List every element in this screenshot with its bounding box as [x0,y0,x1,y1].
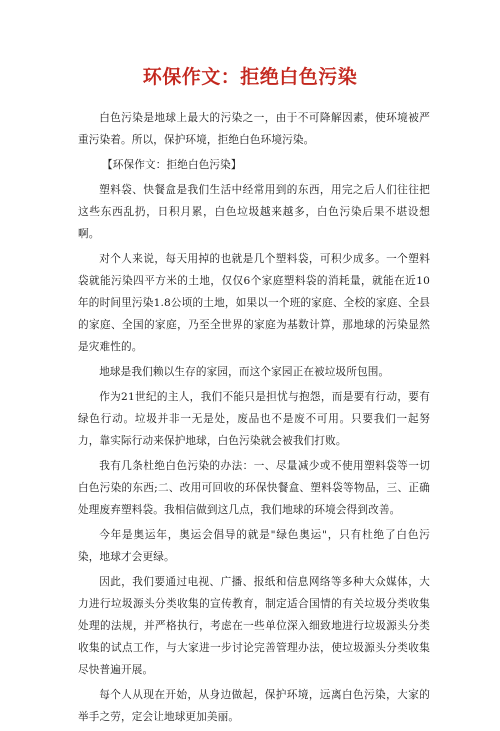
subtitle-bracket: 【环保作文：拒绝白色污染】 [102,159,242,171]
paragraph: 今年是奥运年，奥运会倡导的就是"绿色奥运"，只有杜绝了白色污染，地球才会更绿。 [78,529,430,563]
paragraph: 因此，我们要通过电视、广播、报纸和信息网络等多种大众媒体，大力进行垃圾源头分类收集的宣传教育，制定适合国情的有关垃圾分类收集处理的法规，并严格执行，考虑在一些单位深入细致地进行垃圾源头分类收集的试点工作，与大家进一步讨论完善管理办法，使垃圾源头分类收集尽快普遍开展。 [78,576,430,676]
paragraph: 我有几条杜绝白色污染的办法：一、尽量减少或不使用塑料袋等一切白色污染的东西;二、改用可回收的环保快餐盒、塑料袋等物品，三、正确处理废弃塑料袋。我相信做到这几点，我们地球的环境会得到改善。 [78,460,430,516]
article-body [78,107,430,731]
paragraph: 作为21世纪的主人，我们不能只是担忧与抱怨，而是要有行动，要有绿色行动。垃圾并非一无是处，废品也不是废不可用。只要我们一起努力，靠实际行动来保护地球，白色污染就会被我们打败。 [78,391,430,447]
paragraph: 地球是我们赖以生存的家园，而这个家园正在被垃圾所包围。 [99,366,390,378]
paragraph: 对个人来说，每天用掉的也就是几个塑料袋，可积少成多。一个塑料袋就能污染四平方米的土地，仅仅6个家庭塑料袋的消耗量，就能在近10年的时间里污染1.8公顷的土地，如果以一个班的家庭、全校的家庭、全县的家庭、全国的家庭，乃至全世界的家庭为基数计算，那地球的污染显然是灾难性的。 [78,253,430,353]
paragraph: 塑料袋、快餐盒是我们生活中经常用到的东西，用完之后人们往往把这些东西乱扔，日积月累，白色垃圾越来越多，白色污染后果不堪设想啊。 [78,184,430,240]
paragraph: 白色污染是地球上最大的污染之一，由于不可降解因素，使环境被严重污染着。所以，保护环境，拒绝白色环境污染。 [78,112,430,146]
document-title: 环保作文：拒绝白色污染 [142,66,358,88]
paragraph: 每个人从现在开始，从身边做起，保护环境，远离白色污染，大家的举手之劳，定会让地球更加美丽。 [78,689,430,723]
